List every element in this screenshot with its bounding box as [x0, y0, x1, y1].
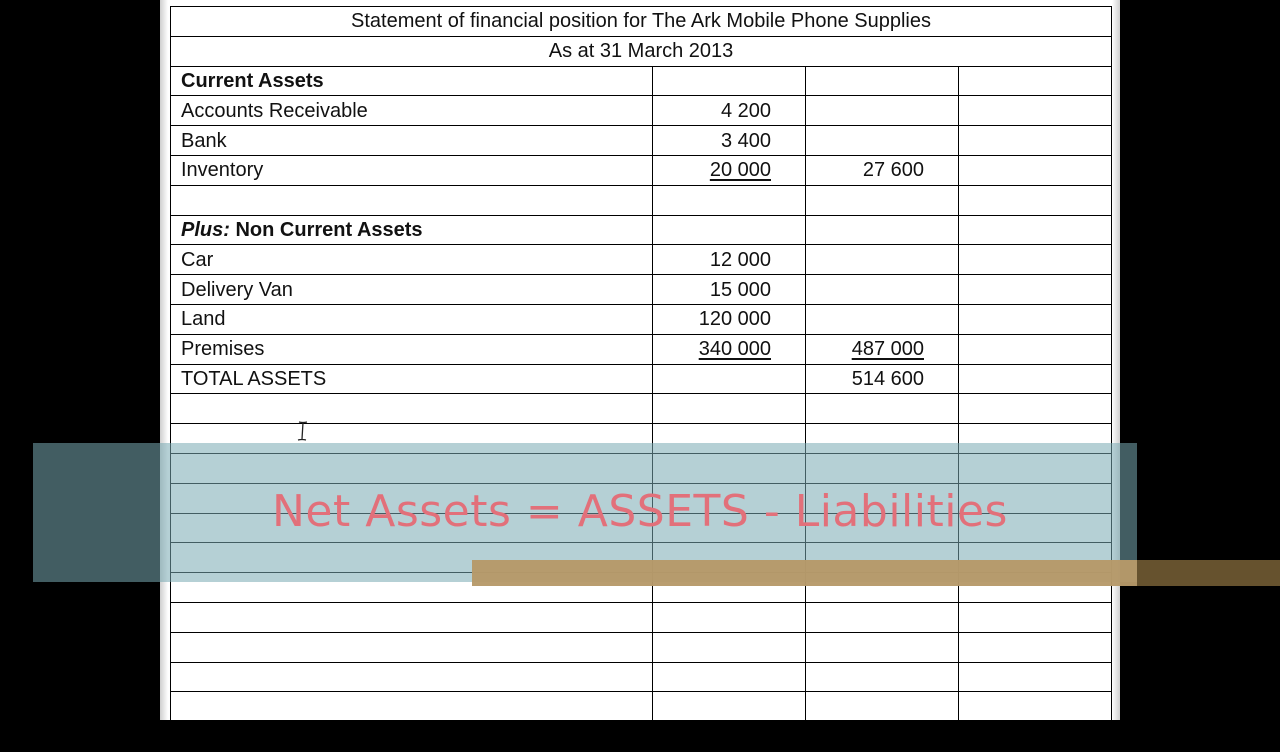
row-label — [171, 185, 653, 215]
statement-row — [171, 722, 1112, 752]
amount-cell — [653, 275, 806, 305]
amount-value: 340 000 — [698, 338, 771, 361]
row-label — [171, 334, 653, 364]
date-row — [171, 36, 1112, 66]
amount-cell — [653, 66, 806, 96]
statement-row — [171, 602, 1112, 632]
row-label-text: Non Current Assets — [235, 218, 423, 241]
row-label — [171, 364, 653, 394]
amount-cell — [959, 602, 1112, 632]
statement-row — [171, 662, 1112, 692]
amount-cell — [959, 692, 1112, 722]
title-row — [171, 7, 1112, 37]
statement-row — [171, 364, 1112, 394]
statement-row — [171, 66, 1112, 96]
amount-cell — [959, 364, 1112, 394]
row-label-text: Current Assets — [181, 69, 324, 92]
amount-value: 12 000 — [709, 248, 771, 271]
row-label — [171, 632, 653, 662]
statement-row — [171, 245, 1112, 275]
amount-cell — [653, 215, 806, 245]
statement-body — [171, 7, 1112, 752]
amount-cell — [806, 394, 959, 424]
row-label — [171, 155, 653, 185]
amount-cell — [653, 692, 806, 722]
amount-cell — [806, 66, 959, 96]
amount-cell — [806, 692, 959, 722]
amount-cell — [806, 215, 959, 245]
amount-cell — [653, 304, 806, 334]
amount-cell — [806, 722, 959, 752]
amount-cell — [959, 662, 1112, 692]
statement-row — [171, 394, 1112, 424]
row-label — [171, 215, 653, 245]
statement-row — [171, 215, 1112, 245]
row-label — [171, 275, 653, 305]
amount-cell — [959, 245, 1112, 275]
amount-cell — [806, 245, 959, 275]
caption-text: Net Assets = ASSETS - Liabilities — [272, 486, 1008, 537]
amount-cell — [959, 155, 1112, 185]
amount-cell — [806, 662, 959, 692]
financial-statement-table — [170, 6, 1112, 752]
amount-cell — [959, 394, 1112, 424]
row-label — [171, 722, 653, 752]
amount-cell — [959, 632, 1112, 662]
amount-cell — [806, 185, 959, 215]
amount-cell — [806, 304, 959, 334]
amount-cell — [653, 96, 806, 126]
amount-cell — [806, 632, 959, 662]
row-label-text: Inventory — [181, 159, 264, 182]
row-label-text: Delivery Van — [181, 278, 293, 301]
page-shadow-left — [160, 0, 168, 720]
statement-row — [171, 185, 1112, 215]
amount-cell — [653, 185, 806, 215]
amount-cell — [959, 185, 1112, 215]
amount-cell — [959, 96, 1112, 126]
amount-cell — [959, 215, 1112, 245]
amount-value: 514 600 — [851, 367, 924, 390]
amount-cell — [653, 662, 806, 692]
amount-cell — [653, 245, 806, 275]
amount-value: 27 600 — [862, 159, 924, 182]
row-label — [171, 692, 653, 722]
row-label-prefix: Plus: — [181, 218, 230, 241]
amount-cell — [653, 394, 806, 424]
statement-row — [171, 126, 1112, 156]
row-label-text: Bank — [181, 129, 227, 152]
amount-cell — [653, 722, 806, 752]
row-label-text: TOTAL ASSETS — [181, 367, 327, 390]
text-cursor-icon — [296, 420, 310, 442]
row-label-text: Premises — [181, 338, 265, 361]
statement-row — [171, 632, 1112, 662]
statement-title: Statement of financial position for The Ark Mobile Phone Supplies — [171, 7, 1112, 37]
amount-cell — [806, 155, 959, 185]
amount-cell — [806, 364, 959, 394]
amount-cell — [806, 275, 959, 305]
statement-row — [171, 692, 1112, 722]
caption-strip — [472, 560, 1137, 586]
amount-cell — [959, 126, 1112, 156]
amount-cell — [959, 304, 1112, 334]
amount-cell — [806, 602, 959, 632]
statement-row — [171, 334, 1112, 364]
amount-cell — [653, 364, 806, 394]
amount-value: 3 400 — [720, 129, 771, 152]
amount-value: 4 200 — [720, 99, 771, 122]
statement-row — [171, 304, 1112, 334]
page-shadow-right — [1112, 0, 1120, 720]
statement-row — [171, 275, 1112, 305]
row-label — [171, 662, 653, 692]
amount-cell — [959, 334, 1112, 364]
amount-cell — [653, 334, 806, 364]
statement-row — [171, 155, 1112, 185]
row-label — [171, 602, 653, 632]
row-label — [171, 96, 653, 126]
amount-cell — [653, 126, 806, 156]
amount-value: 487 000 — [851, 338, 924, 361]
statement-row — [171, 96, 1112, 126]
row-label — [171, 66, 653, 96]
row-label-text: Land — [181, 308, 226, 331]
row-label — [171, 304, 653, 334]
statement-date: As at 31 March 2013 — [171, 36, 1112, 66]
amount-cell — [959, 722, 1112, 752]
amount-cell — [806, 334, 959, 364]
amount-value: 15 000 — [709, 278, 771, 301]
row-label — [171, 394, 653, 424]
row-label-text: Car — [181, 248, 214, 271]
amount-cell — [806, 126, 959, 156]
row-label — [171, 126, 653, 156]
amount-cell — [653, 602, 806, 632]
row-label-text: Accounts Receivable — [181, 99, 368, 122]
row-label — [171, 245, 653, 275]
amount-value: 120 000 — [698, 308, 771, 331]
amount-cell — [653, 632, 806, 662]
amount-value: 20 000 — [709, 159, 771, 182]
amount-cell — [959, 275, 1112, 305]
amount-cell — [653, 155, 806, 185]
amount-cell — [806, 96, 959, 126]
amount-cell — [959, 66, 1112, 96]
